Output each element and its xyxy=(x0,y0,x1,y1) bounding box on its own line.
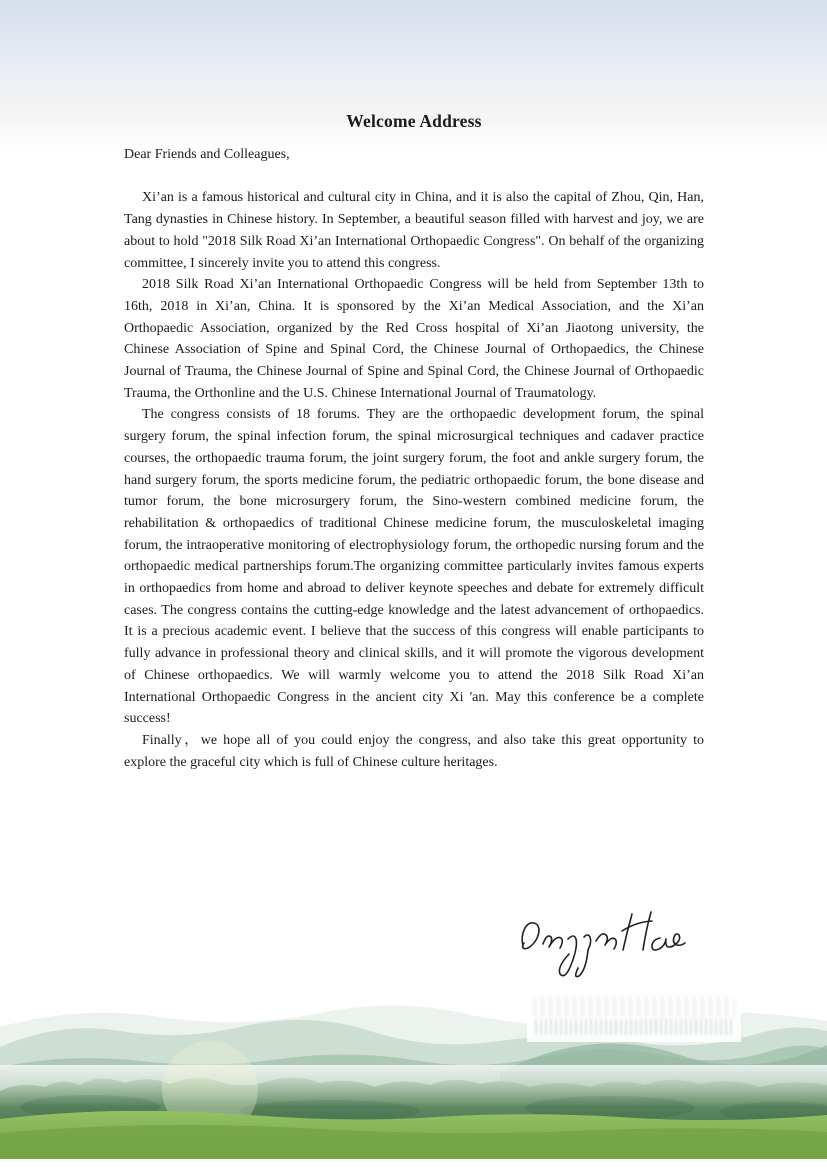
faint-stamp-watermark xyxy=(527,992,741,1042)
paragraph-4: Finally，we hope all of you could enjoy the congress, and also take this great opportunity to explore the graceful city which is full of Chinese culture heritages. xyxy=(124,732,704,770)
paragraph-2: 2018 Silk Road Xi’an International Orthopaedic Congress will be held from September 13th to 16th, 2018 in Xi’an, China. It is sponsored by the Xi’an Medical Association, and the Xi’an Orthopaedic Association, organized by the Red Cross hospital of Xi’an Jiaotong university, the Chinese Association of Spine and Spinal Cord, the Chinese Journal of Orthopaedics, the Chinese Journal of Trauma, the Chinese Journal of Spine and Spinal Cord, the Chinese Journal of Orthopaedic Trauma, the Orthonline and the U.S. Chinese International Journal of Traumatology. xyxy=(124,277,704,401)
paragraph-3: The congress consists of 18 forums. They are the orthopaedic development forum, the spinal surgery forum, the spinal infection forum, the spinal microsurgical techniques and cadaver practice courses, the orthopaedic trauma forum, the joint surgery forum, the foot and ankle surgery forum, the hand surgery forum, the sports medicine forum, the pediatric orthopaedic forum, the bone disease and tumor forum, the bone microsurgery forum, the Sino-western combined medicine forum, the rehabilitation & orthopaedics of traditional Chinese medicine forum, the musculoskeletal imaging forum, the intraoperative monitoring of electrophysiology forum, the orthopedic nursing forum and the orthopaedic medical partnerships forum.The organizing committee particularly invites famous experts in orthopaedics from home and abroad to deliver keynote speeches and debate for extremely difficult cases. The congress contains the cutting-edge knowledge and the latest advancement of orthopaedics. It is a precious academic event. I believe that the success of this congress will enable participants to fully advance in professional theory and clinical skills, and it will promote the vigorous development of Chinese orthopaedics. We will warmly welcome you to attend the 2018 Silk Road Xi’an International Orthopaedic Congress in the ancient city Xi 'an. May this conference be a complete success! xyxy=(124,407,704,727)
signature-dingjun-hao xyxy=(510,902,690,990)
paragraph-1: Xi’an is a famous historical and cultural city in China, and it is also the capital of Zhou, Qin, Han, Tang dynasties in Chinese history. In September, a beautiful season filled with harvest and joy, we are about to hold "2018 Silk Road Xi’an International Orthopaedic Congress". On behalf of the organizing committee, I sincerely invite you to attend this congress. xyxy=(124,190,704,271)
salutation: Dear Friends and Colleagues, xyxy=(124,147,290,162)
letter-body xyxy=(124,110,704,773)
page-title: Welcome Address xyxy=(346,111,482,131)
